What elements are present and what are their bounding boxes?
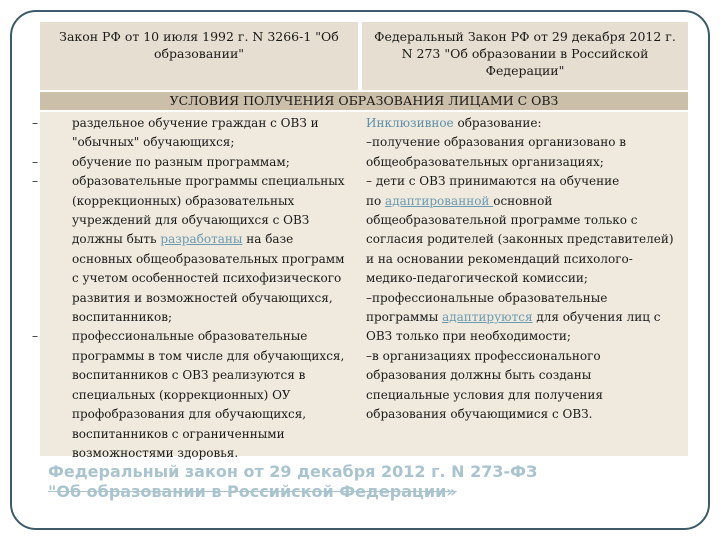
term-inclusive: Инклюзивное [366, 116, 454, 130]
left-line: развития и возможностей обучающихся, [72, 290, 333, 305]
left-line: обучение по разным программам; [72, 154, 290, 169]
right-line: –в организациях профессионального [366, 348, 601, 363]
right-line: образования обучающимися с ОВЗ. [366, 407, 593, 422]
header-left-line1: Закон РФ от 10 июля 1992 г. N 3266-1 "Об [59, 29, 339, 44]
footer-line1: Федеральный закон от 29 декабря 2012 г. N 273-ФЗ [48, 462, 538, 481]
right-line: ОВЗ только при необходимости; [366, 329, 571, 344]
footer-caption [48, 462, 668, 502]
left-line: на базе [242, 232, 294, 247]
left-line: основных общеобразовательных программ [72, 251, 345, 266]
header-right-law [362, 22, 688, 90]
right-line: – дети с ОВЗ принимаются на обучение [366, 174, 620, 189]
bullet-dash: – [32, 174, 38, 189]
left-line: воспитанников; [72, 310, 173, 325]
bullet-dash: – [32, 154, 38, 169]
right-line: для обучения лиц с [532, 310, 661, 325]
right-line: –получение образования организовано в [366, 135, 627, 150]
left-line: образовательные программы специальных [72, 174, 345, 189]
left-column-text [32, 114, 356, 463]
right-line: программы [366, 310, 443, 325]
left-line: профобразования для обучающихся, [72, 407, 307, 422]
link-razrabotany[interactable]: разработаны [160, 232, 243, 247]
header-left-line2: образовании" [153, 46, 245, 61]
link-adaptiruyutsya[interactable]: адаптируются [442, 310, 533, 325]
header-right-line2: N 273 "Об образовании в Российской [401, 46, 649, 61]
left-line: воспитанников с ОВЗ реализуются в [72, 368, 306, 383]
right-line: и на основании рекомендаций психолого- [366, 251, 633, 266]
left-line: возможностями здоровья. [72, 445, 239, 460]
right-line: специальные условия для получения [366, 387, 603, 402]
left-line: должны быть [72, 232, 161, 247]
right-line: по [366, 193, 386, 208]
header-left-law [40, 22, 358, 90]
header-right-line1: Федеральный Закон РФ от 29 декабря 2012 г. [374, 29, 676, 44]
right-column-text [366, 114, 690, 425]
right-line: общеобразовательной программе только с [366, 213, 638, 228]
link-adaptirovannoy[interactable]: адаптированной [385, 193, 494, 208]
footer-line2: "Об образовании в Российской Федерации» [48, 482, 457, 501]
right-line: образование: [453, 116, 542, 130]
right-line: общеобразовательных организациях; [366, 154, 604, 169]
bullet-dash: – [32, 116, 38, 130]
right-line: –профессиональные образовательные [366, 290, 608, 305]
left-line: специальных (коррекционных) ОУ [72, 387, 291, 402]
left-line: учреждений для обучающихся с ОВЗ [72, 213, 310, 228]
right-line: согласия родителей (законных представителей) [366, 232, 674, 247]
left-line: с учетом особенностей психофизического [72, 271, 342, 286]
left-line: программы в том числе для обучающихся, [72, 348, 345, 363]
left-line: раздельное обучение граждан с ОВЗ и [72, 116, 319, 130]
bullet-dash: – [32, 329, 38, 344]
left-line: "обычных" обучающихся; [72, 135, 235, 150]
right-line: основной [493, 193, 553, 208]
right-line: медико-педагогической комиссии; [366, 271, 588, 286]
left-line: (коррекционных) образовательных [72, 193, 295, 208]
left-line: профессиональные образовательные [72, 329, 308, 344]
header-right-line3: Федерации" [485, 63, 565, 78]
right-line: образования должны быть созданы [366, 368, 592, 383]
section-title-band: УСЛОВИЯ ПОЛУЧЕНИЯ ОБРАЗОВАНИЯ ЛИЦАМИ С ОВЗ [40, 92, 688, 110]
left-line: воспитанников с ограниченными [72, 426, 285, 441]
